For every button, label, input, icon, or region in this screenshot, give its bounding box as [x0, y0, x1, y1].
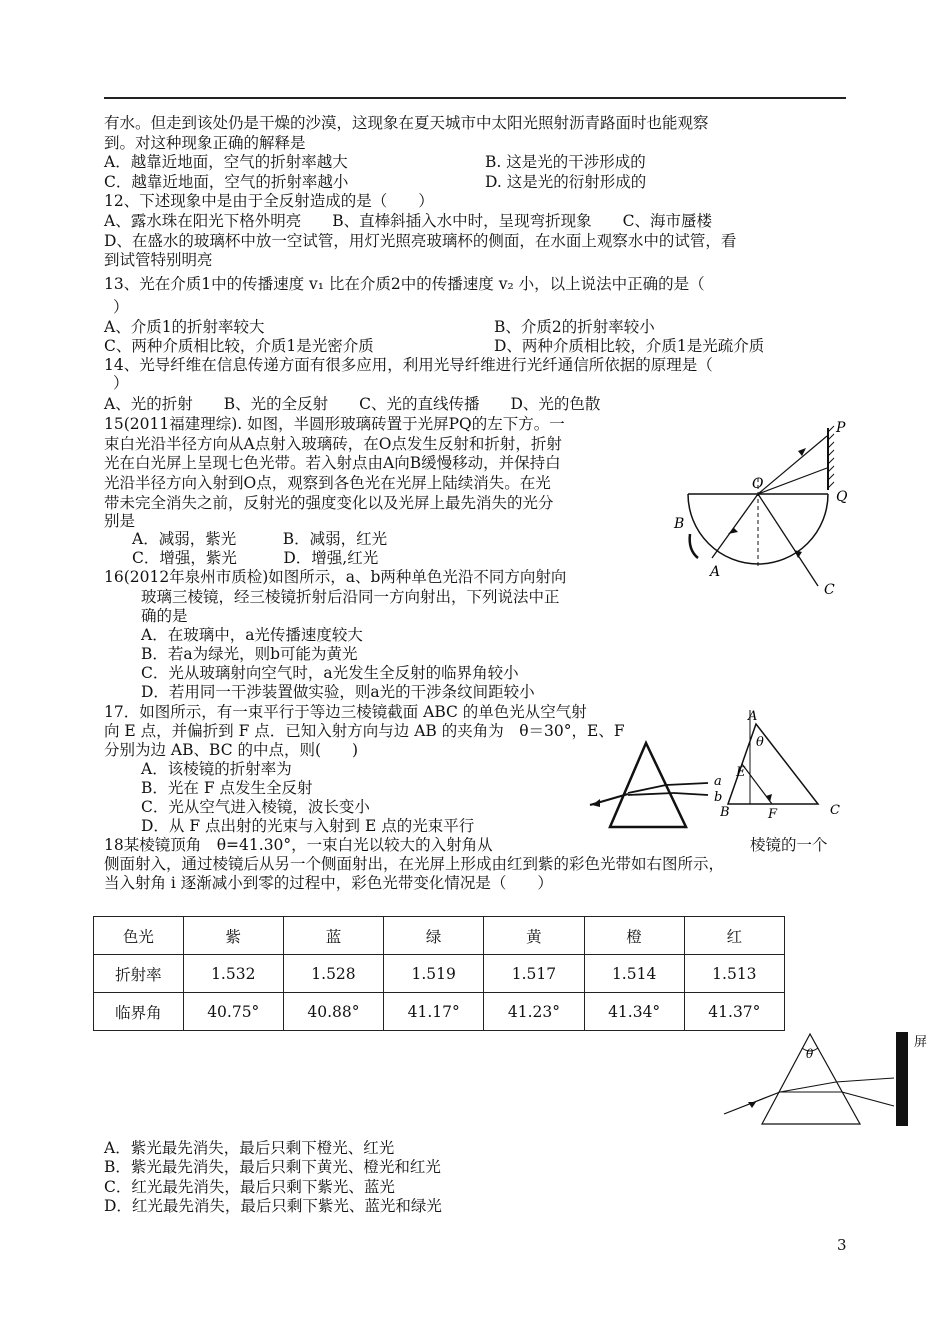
table-cell: 黄: [484, 917, 584, 955]
label-a: A: [748, 709, 758, 724]
text-line: B. 这是光的干涉形成的: [485, 153, 646, 171]
text-line: D、两种介质相比较，介质1是光疏介质: [494, 337, 765, 355]
text-line: D．红光最先消失，最后只剩下紫光、蓝光和绿光: [104, 1197, 442, 1215]
text-line: C．越靠近地面，空气的折射率越小: [104, 173, 349, 191]
text-line: 带未完全消失之前，反射光的强度变化以及光屏上最先消失的光分: [104, 494, 554, 512]
text-line: B．若a为绿光，则b可能为黄光: [141, 645, 358, 663]
table-cell: 1.519: [384, 955, 484, 993]
text-line: A、露水珠在阳光下格外明亮 B、直棒斜插入水中时，呈现弯折现象 C、海市蜃楼: [104, 212, 712, 230]
text-line: A．紫光最先消失，最后只剩下橙光、红光: [104, 1139, 395, 1157]
label-q: Q: [836, 489, 848, 505]
table-cell: 临界角: [94, 993, 184, 1031]
label-b: b: [714, 790, 723, 805]
table-row: [94, 993, 785, 1031]
text-line: 光沿半径方向入射到O点，观察到各色光在光屏上陆续消失。在光: [104, 474, 551, 492]
table-cell: 橙: [584, 917, 684, 955]
figure-semicircle-glass: [668, 418, 868, 603]
table-cell: 绿: [384, 917, 484, 955]
text-line: B．光在 F 点发生全反射: [141, 779, 313, 797]
table-cell: 41.37°: [684, 993, 784, 1031]
text-line: D．若用同一干涉装置做实验，则a光的干涉条纹间距较小: [141, 683, 535, 701]
label-f: F: [768, 807, 778, 822]
table-cell: 红: [684, 917, 784, 955]
label-b: B: [720, 805, 730, 820]
table-cell: 蓝: [283, 917, 383, 955]
text-line: 棱镜的一个: [750, 836, 828, 854]
text-line: C．红光最先消失，最后只剩下紫光、蓝光: [104, 1178, 395, 1196]
label-a: a: [714, 774, 722, 789]
text-line: A．在玻璃中，a光传播速度较大: [141, 626, 363, 644]
text-line: A、介质1的折射率较大: [104, 318, 265, 336]
text-line: 18某棱镜顶角 θ=41.30°，一束白光以较大的入射角从: [104, 836, 493, 854]
label-c: C: [830, 803, 840, 818]
text-line: 当入射角 i 逐渐减小到零的过程中，彩色光带变化情况是（ ）: [104, 874, 553, 892]
rotate-arrow-icon: [690, 534, 698, 558]
text-line: 到试管特别明亮: [104, 251, 213, 269]
refracted-ray-lower: [758, 468, 827, 494]
text-line: 14、光导纤维在信息传递方面有很多应用，利用光导纤维进行光纤通信所依据的原理是（: [104, 356, 713, 374]
screen-bar: [896, 1032, 908, 1126]
table-cell: 41.23°: [484, 993, 584, 1031]
text-line: 侧面射入，通过棱镜后从另一个侧面射出，在光屏上形成由红到紫的彩色光带如右图所示，: [104, 855, 725, 873]
text-line: 别是: [104, 512, 136, 530]
text-line: D、在盛水的玻璃杯中放一空试管，用灯光照亮玻璃杯的侧面，在水面上观察水中的试管，看: [104, 232, 737, 250]
triangle-abc: [728, 724, 818, 804]
text-line: B．紫光最先消失，最后只剩下黄光、橙光和红光: [104, 1158, 441, 1176]
text-line: 有水。但走到该处仍是干燥的沙漠，这现象在夏天城市中太阳光照射沥青路面时也能观察: [104, 114, 709, 132]
figure-prism-ab: [588, 735, 728, 835]
reflected-ray: [758, 494, 818, 586]
label-o: O: [752, 476, 764, 492]
text-line: 17．如图所示，有一束平行于等边三棱镜截面 ABC 的单色光从空气射: [104, 703, 587, 721]
table-cell: 41.34°: [584, 993, 684, 1031]
text-line: A．越靠近地面，空气的折射率越大: [104, 153, 348, 171]
text-line: ）: [113, 374, 129, 392]
text-line: 15(2011福建理综). 如图，半圆形玻璃砖置于光屏PQ的左下方。一: [104, 415, 565, 433]
text-line: 12、下述现象中是由于全反射造成的是（ ）: [104, 192, 434, 210]
text-line: A、光的折射 B、光的全反射 C、光的直线传播 D、光的色散: [104, 395, 601, 413]
table-cell: 1.532: [183, 955, 283, 993]
text-line: C．光从玻璃射向空气时，a光发生全反射的临界角较小: [141, 664, 519, 682]
label-b: B: [674, 516, 685, 532]
header-rule: [104, 97, 846, 99]
page-number: 3: [837, 1236, 847, 1254]
text-line: C、两种介质相比较，介质1是光密介质: [104, 337, 374, 355]
text-line: B、介质2的折射率较小: [494, 318, 655, 336]
text-line: 13、光在介质1中的传播速度 v₁ 比在介质2中的传播速度 v₂ 小，以上说法中正确的是（: [104, 275, 705, 293]
text-line: D. 这是光的衍射形成的: [485, 173, 647, 191]
table-row: [94, 917, 785, 955]
label-theta: θ: [806, 1047, 814, 1061]
table-cell: 折射率: [94, 955, 184, 993]
text-line: 光在白光屏上呈现七色光带。若入射点由A向B缓慢移动，并保持白: [104, 454, 561, 472]
table-cell: 1.514: [584, 955, 684, 993]
table-row: [94, 955, 785, 993]
figure-triangle-abc: [720, 708, 860, 823]
table-cell: 1.528: [283, 955, 383, 993]
text-line: A．减弱，紫光 B．减弱，红光: [132, 530, 388, 548]
text-line: 向 E 点，并偏折到 F 点．已知入射方向与边 AB 的夹角为 θ＝30°，E、F: [104, 722, 625, 740]
table-cell: 色光: [94, 917, 184, 955]
table-cell: 紫: [183, 917, 283, 955]
table-cell: 41.17°: [384, 993, 484, 1031]
label-e: E: [736, 765, 746, 780]
text-line: 分别为边 AB、BC 的中点，则( ): [104, 741, 359, 759]
text-line: ）: [113, 298, 129, 316]
text-line: 玻璃三棱镜，经三棱镜折射后沿同一方向射出，下列说法中正: [141, 588, 560, 606]
text-line: C．光从空气进入棱镜，波长变小: [141, 798, 370, 816]
refraction-table: [93, 916, 785, 1031]
label-c: C: [824, 582, 835, 598]
text-line: D．从 F 点出射的光束与入射到 E 点的光束平行: [141, 817, 475, 835]
incident-ray: [712, 494, 758, 558]
text-line: 束白光沿半径方向从A点射入玻璃砖，在O点发生反射和折射，折射: [104, 435, 562, 453]
label-p: P: [836, 420, 846, 436]
figure-prism-screen: [716, 1030, 936, 1130]
label-theta: θ: [756, 735, 764, 750]
text-line: 16(2012年泉州市质检)如图所示，a、b两种单色光沿不同方向射向: [104, 568, 567, 586]
table-cell: 40.75°: [183, 993, 283, 1031]
text-line: A．该棱镜的折射率为: [141, 760, 292, 778]
table-cell: 1.517: [484, 955, 584, 993]
text-line: 到。对这种现象正确的解释是: [104, 134, 306, 152]
text-line: 确的是: [141, 607, 188, 625]
table-cell: 40.88°: [283, 993, 383, 1031]
label-screen: 屏: [914, 1035, 928, 1050]
label-a: A: [710, 564, 721, 580]
text-line: C．增强，紫光 D．增强,红光: [132, 549, 379, 567]
refracted-ray-upper: [758, 436, 827, 494]
table-cell: 1.513: [684, 955, 784, 993]
